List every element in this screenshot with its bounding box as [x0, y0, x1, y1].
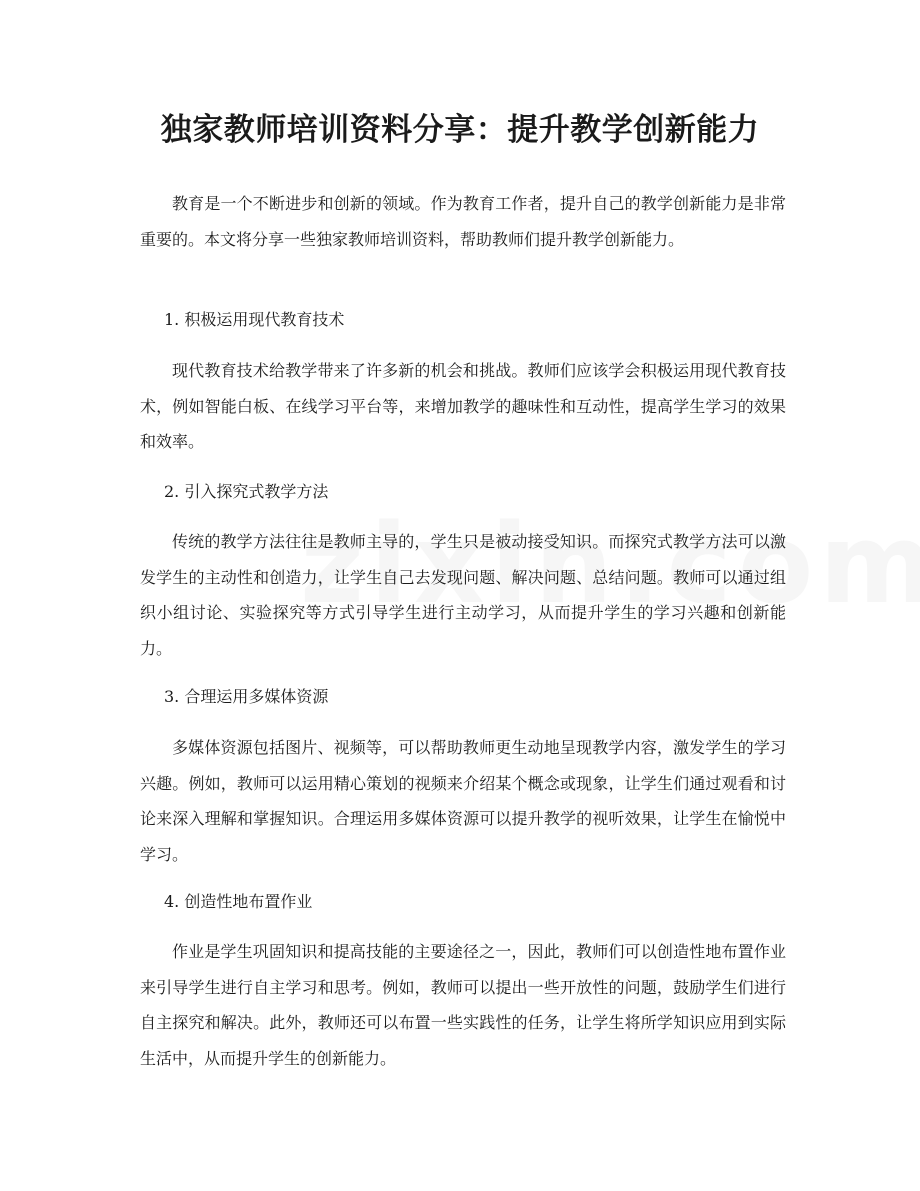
- section-paragraph: 多媒体资源包括图片、视频等，可以帮助教师更生动地呈现教学内容，激发学生的学习兴趣。例如，教师可以运用精心策划的视频来介绍某个概念或现象，让学生们通过观看和讨论来深入理解和掌握知识。合理运用多媒体资源可以提升教学的视听效果，让学生在愉悦中学习。: [140, 738, 786, 864]
- section-4: [140, 886, 786, 918]
- section-paragraph: 作业是学生巩固知识和提高技能的主要途径之一，因此，教师们可以创造性地布置作业来引导学生进行自主学习和思考。例如，教师可以提出一些开放性的问题，鼓励学生们进行自主探究和解决。此外，教师还可以布置一些实践性的任务，让学生将所学知识应用到实际生活中，从而提升学生的创新能力。: [140, 942, 786, 1068]
- document-title: 独家教师培训资料分享：提升教学创新能力: [160, 112, 760, 148]
- section-1-body: [140, 353, 786, 460]
- section-1: [140, 304, 786, 336]
- section-4-body: [140, 934, 786, 1076]
- section-paragraph: 传统的教学方法往往是教师主导的，学生只是被动接受知识。而探究式教学方法可以激发学生的主动性和创造力，让学生自己去发现问题、解决问题、总结问题。教师可以通过组织小组讨论、实验探究等方式引导学生进行主动学习，从而提升学生的学习兴趣和创新能力。: [140, 532, 786, 658]
- section-paragraph: 现代教育技术给教学带来了许多新的机会和挑战。教师们应该学会积极运用现代教育技术，例如智能白板、在线学习平台等，来增加教学的趣味性和互动性，提高学生学习的效果和效率。: [140, 361, 786, 451]
- section-heading: 2. 引入探究式教学方法: [164, 482, 329, 501]
- section-heading: 3. 合理运用多媒体资源: [164, 687, 329, 706]
- intro-block: [140, 186, 786, 257]
- section-heading: 4. 创造性地布置作业: [164, 892, 313, 911]
- section-2-body: [140, 524, 786, 666]
- section-3: [140, 681, 786, 713]
- section-2: [140, 476, 786, 508]
- section-3-body: [140, 730, 786, 872]
- intro-paragraph: 教育是一个不断进步和创新的领域。作为教育工作者，提升自己的教学创新能力是非常重要的。本文将分享一些独家教师培训资料，帮助教师们提升教学创新能力。: [140, 194, 786, 249]
- section-heading: 1. 积极运用现代教育技术: [164, 310, 345, 329]
